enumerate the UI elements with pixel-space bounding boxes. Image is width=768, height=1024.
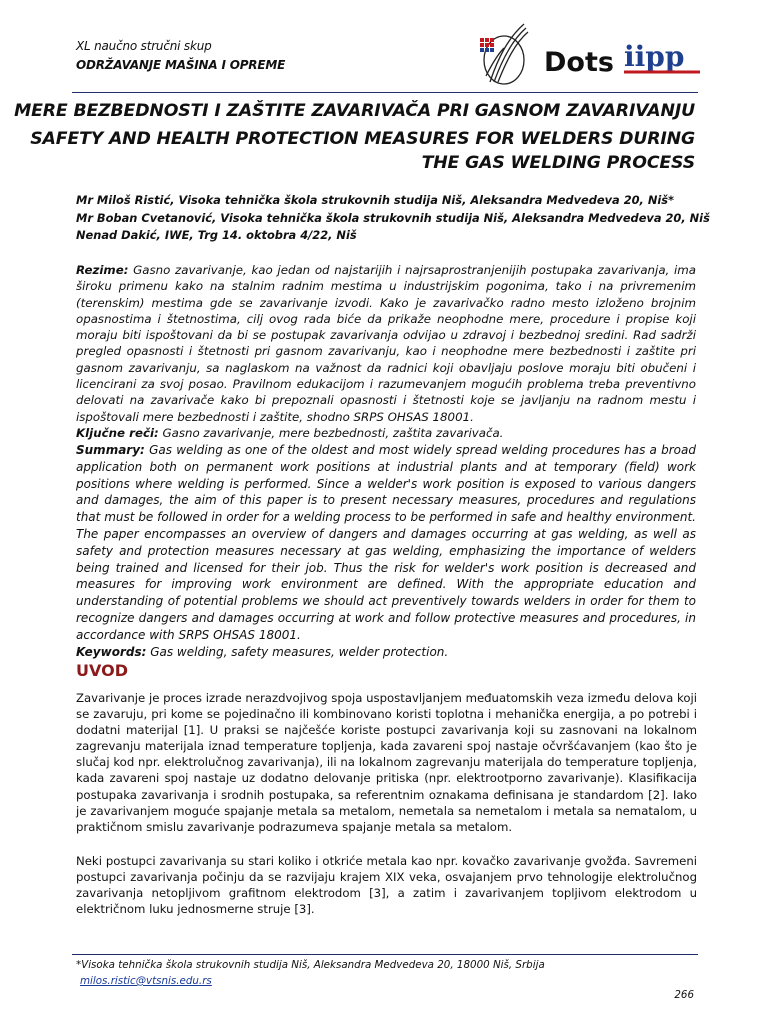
page-number: 266 — [674, 989, 694, 1001]
summary-keywords-text: Gas welding, safety measures, welder protection. — [146, 644, 449, 659]
section-heading: UVOD — [76, 661, 128, 680]
body-paragraph-2 — [76, 853, 697, 917]
summary-keywords — [76, 644, 696, 661]
title-serbian: MERE BEZBEDNOSTI I ZAŠTITE ZAVARIVAČA PRI GASNOM ZAVARIVANJU — [14, 101, 695, 121]
rezime-paragraph — [76, 262, 696, 425]
footnote: *Visoka tehnička škola strukovnih studija Niš, Aleksandra Medvedeva 20, 18000 Niš, Srbija — [76, 959, 545, 971]
author-1: Mr Miloš Ristić, Visoka tehnička škola strukovnih studija Niš, Aleksandra Medvedeva 20, Niš* — [76, 193, 675, 207]
summary-paragraph — [76, 442, 696, 644]
iipp-logo — [622, 36, 702, 74]
title-english-line1: SAFETY AND HEALTH PROTECTION MEASURES FOR WELDERS DURING — [30, 129, 695, 149]
logo-group — [468, 18, 708, 88]
title-english-line2: THE GAS WELDING PROCESS — [421, 153, 695, 173]
rezime-keywords-label: Ključne reči: — [76, 425, 159, 440]
email-link[interactable]: milos.ristic@vtsnis.edu.rs — [80, 975, 212, 987]
rezime-label: Rezime: — [76, 263, 129, 277]
iipp-logo-text: iipp — [624, 40, 685, 73]
author-list — [76, 192, 710, 245]
author-3: Nenad Dakić, IWE, Trg 14. oktobra 4/22, Niš — [76, 228, 357, 242]
rezime-text: Gasno zavarivanje, kao jedan od najstarijih i najrsaprostranjenijih postupaka zavarivanja, ima široku primenu kako na stalnim radnim mestima u industrijskim pogonima, tako i na privremenim (terenskim) mestima gde se zavarivanje izvodi. Kako je zavarivačko radno mesto izloženo brojnim opasnostima i štetnostima, cilj ovog rada biće da prikaže neophodne mere, procedure i propise koji moraju biti ispoštovani da bi se postupak zavarivanja odvijao u zdravoj i bezbednoj sredini. Rad sadrži pregled opasnosti i štetnosti pri gasnom zavarivanju, kao i neophodne mere bezbednosti i zaštite pri gasnom zavarivanju, sa naglaskom na važnost da radnici koji obavljaju poslove moraju biti obučeni i licencirani za svoj posao. Pravilnom edukacijom i razumevanjem mogućih problema treba preventivno delovati na zavarivače kako bi prepoznali opasnosti i štetnosti koje se javljanju na radnom mestu i ispoštovali mere bezbednosti i zaštite, shodno SRPS OHSAS 18001. — [76, 263, 696, 424]
body-paragraph-1 — [76, 690, 697, 835]
summary-keywords-label: Keywords: — [76, 644, 147, 659]
summary-text: Gas welding as one of the oldest and most widely spread welding procedures has a broad application both on permanent work positions at industrial plants and at temporary (field) work positions where welding is performed. Since a welder's work position is exposed to various dangers and damages, the aim of this paper is to present necessary measures, procedures and regulations that must be followed in order for a welding process to be performed in safe and healthy environment. The paper encompasses an overview of dangers and damages occurring at gas welding, as well as safety and protection measures necessary at gas welding, emphasizing the importance of welders being trained and licensed for their job. Thus the risk for welder's work position is decreased and measures for improving work environment are defined. With the appropriate education and understanding of potential problems we should act preventively towards welders in order for them to recognize dangers and damages occurring at work and follow protective measures and procedures, in accordance with SRPS OHSAS 18001. — [76, 443, 696, 642]
author-2: Mr Boban Cvetanović, Visoka tehnička škola strukovnih studija Niš, Aleksandra Medvedeva 20, Niš — [76, 210, 710, 225]
paragraph-text: Zavarivanje je proces izrade nerazdvojivog spoja uspostavljanjem međuatomskih veza između delova koji se zavaruju, pri kome se pojedinačno ili kombinovano koristi toplotna i mehanička energija, a po potrebi i dodatni materijal [1]. U praksi se najčešće koriste postupci zavarivanja koji su zasnovani na lokalnom zagrevanju materijala iznad temperature topljenja, kada zavareni spoj nastaje očvršćavanjem (kao što je slučaj kod npr. elektrolučnog zavarivanja), ili na lokalnom zagrevanju materijala do temperature topljenja, kada zavareni spoj nastaje uz dodatno delovanje pritiska (npr. elektrootporno zavarivanje). Klasifikacija postupaka zavarivanja i srodnih postupaka, sa referentnim oznakama definisana je standardom [2]. Iako je zavarivanjem moguće spajanje metala sa metalom, nemetala sa nemetalom i metala sa nematalom, u praktičnom smislu zavarivanje podrazumeva spajanje metala sa metalom. — [76, 691, 697, 834]
paragraph-text: Neki postupci zavarivanja su stari koliko i otkriće metala kao npr. kovačko zavarivanje gvožđa. Savremeni postupci zavarivanja počinju da se razvijaju krajem XIX veka, osvajanjem prvo tehnologije elektrolučnog zavarivanja netopljivom grafitnom elektrodom [3], a zatim i zavarivanjem topljivom elektrodom u električnom luku jednosmerne struje [3]. — [76, 854, 697, 917]
dots-logo-text: Dots — [544, 47, 614, 78]
header-rule — [72, 92, 698, 93]
summary-label: Summary: — [76, 443, 145, 457]
conference-logo — [468, 18, 708, 88]
conference-name: XL naučno stručni skup — [76, 39, 212, 53]
abstract-english — [76, 442, 696, 660]
abstract-serbian — [76, 262, 696, 441]
rezime-keywords — [76, 425, 696, 441]
conference-subtitle: ODRŽAVANJE MAŠINA I OPREME — [76, 58, 286, 72]
rezime-keywords-text: Gasno zavarivanje, mere bezbednosti, zaštita zavarivača. — [158, 425, 504, 440]
footer-rule — [72, 954, 698, 955]
